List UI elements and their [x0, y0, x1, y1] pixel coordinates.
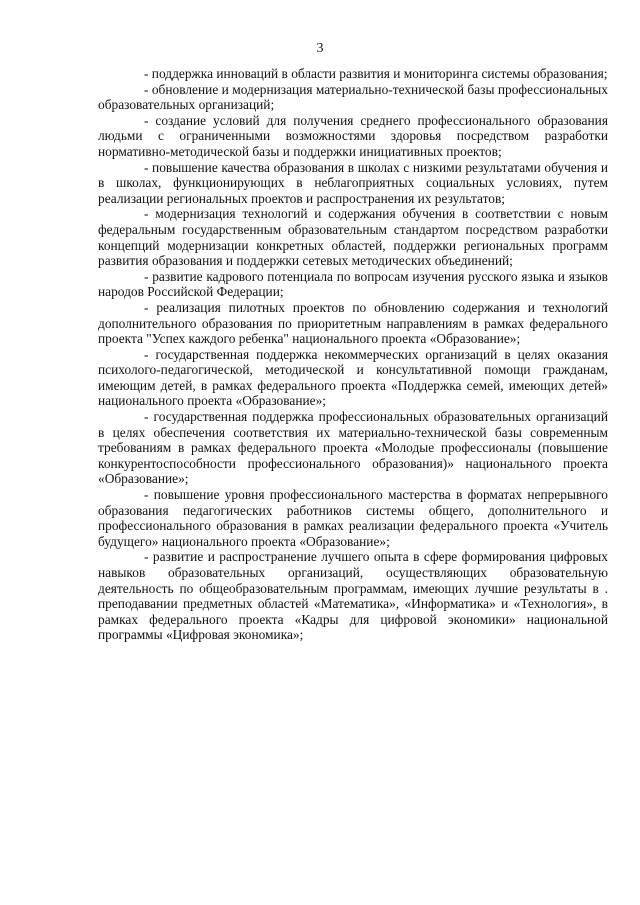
list-item: - государственная поддержка некоммерческих организаций в целях оказания психолого-педагогической, методической и консультативной помощи гражданам, имеющим детей, в рамках федерального проекта «Поддержка семей, имеющих детей» национального проекта «Образование»; [98, 346, 608, 409]
page-number: 3 [316, 41, 324, 56]
list-item: - поддержка инноваций в области развития и мониторинга системы образования; [144, 66, 608, 81]
list-item: - создание условий для получения среднего профессионального образования людьми с ограниченными возможностями здоровья посредством разработки нормативно-методической базы и поддержки инициативных проектов; [98, 112, 608, 159]
list-item: - повышение качества образования в школах с низкими результатами обучения и в школах, функционирующих в неблагоприятных социальных условиях, путем реализации региональных проектов и распространения их результатов; [98, 159, 608, 206]
list-item: - развитие кадрового потенциала по вопросам изучения русского языка и языков народов Российской Федерации; [98, 268, 608, 300]
list-item: - модернизация технологий и содержания обучения в соответствии с новым федеральным государственным образовательным стандартом посредством разработки концепций модернизации конкретных областей, поддержки региональных программ развития образования и поддержки сетевых методических объединений; [98, 206, 608, 269]
document-body [98, 66, 608, 643]
list-item: - развитие и распространение лучшего опыта в сфере формирования цифровых навыков образовательных организаций, осуществляющих образовательную деятельность по общеобразовательным программам, имеющих лучшие результаты в . преподавании предметных областей «Математика», «Информатика» и «Технология», в рамках федерального проекта «Кадры для цифровой экономики» национальной программы «Цифровая экономика»; [98, 549, 608, 643]
list-item: - государственная поддержка профессиональных образовательных организаций в целях обеспечения соответствия их материально-технической базы современным требованиям в рамках федерального проекта «Молодые профессионалы (повышение конкурентоспособности профессионального образования)» национального проекта «Образование»; [98, 409, 608, 487]
list-item: - повышение уровня профессионального мастерства в форматах непрерывного образования педагогических работников системы общего, дополнительного и профессионального образования в рамках реализации федерального проекта «Учитель будущего» национального проекта «Образование»; [98, 487, 608, 549]
list-item: - обновление и модернизация материально-технической базы профессиональных образовательных организаций; [98, 81, 608, 113]
list-item: - реализация пилотных проектов по обновлению содержания и технологий дополнительного образования по приоритетным направлениям в рамках федерального проекта "Успех каждого ребенка" национального проекта «Образование»; [98, 299, 608, 347]
